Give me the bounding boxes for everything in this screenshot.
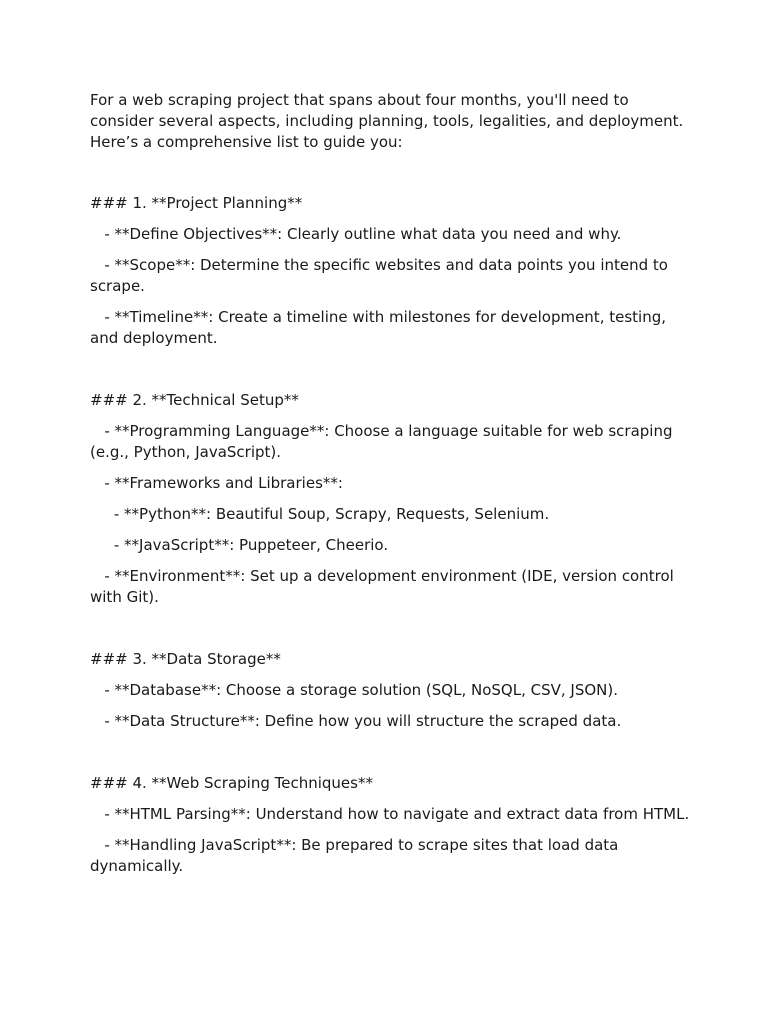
section-technical-setup [90, 390, 690, 608]
list-item: - **Database**: Choose a storage solution (SQL, NoSQL, CSV, JSON). [90, 681, 618, 699]
list-item: - **Environment**: Set up a development environment (IDE, version control with Git). [90, 567, 679, 606]
document-body [90, 90, 690, 877]
section-data-storage [90, 649, 690, 732]
list-item: - **Define Objectives**: Clearly outline what data you need and why. [90, 225, 622, 243]
section-heading: ### 3. **Data Storage** [90, 650, 281, 668]
section-heading: ### 1. **Project Planning** [90, 194, 303, 212]
section-heading: ### 2. **Technical Setup** [90, 391, 299, 409]
sub-list-item: - **JavaScript**: Puppeteer, Cheerio. [90, 536, 389, 554]
section-heading: ### 4. **Web Scraping Techniques** [90, 774, 373, 792]
list-item: - **HTML Parsing**: Understand how to navigate and extract data from HTML. [90, 805, 690, 823]
list-item: - **Frameworks and Libraries**: [90, 474, 343, 492]
sub-list-item: - **Python**: Beautiful Soup, Scrapy, Requests, Selenium. [90, 505, 550, 523]
list-item: - **Timeline**: Create a timeline with milestones for development, testing, and deployment. [90, 308, 671, 347]
list-item: - **Handling JavaScript**: Be prepared to scrape sites that load data dynamically. [90, 836, 624, 875]
intro-paragraph: For a web scraping project that spans about four months, you'll need to consider several aspects, including planning, tools, legalities, and deployment. Here’s a comprehensive list to guide you: [90, 91, 689, 151]
list-item: - **Programming Language**: Choose a language suitable for web scraping (e.g., Python, JavaScript). [90, 422, 678, 461]
section-web-scraping-techniques [90, 773, 690, 877]
list-item: - **Data Structure**: Define how you will structure the scraped data. [90, 712, 622, 730]
section-project-planning [90, 193, 690, 349]
list-item: - **Scope**: Determine the specific websites and data points you intend to scrape. [90, 256, 673, 295]
